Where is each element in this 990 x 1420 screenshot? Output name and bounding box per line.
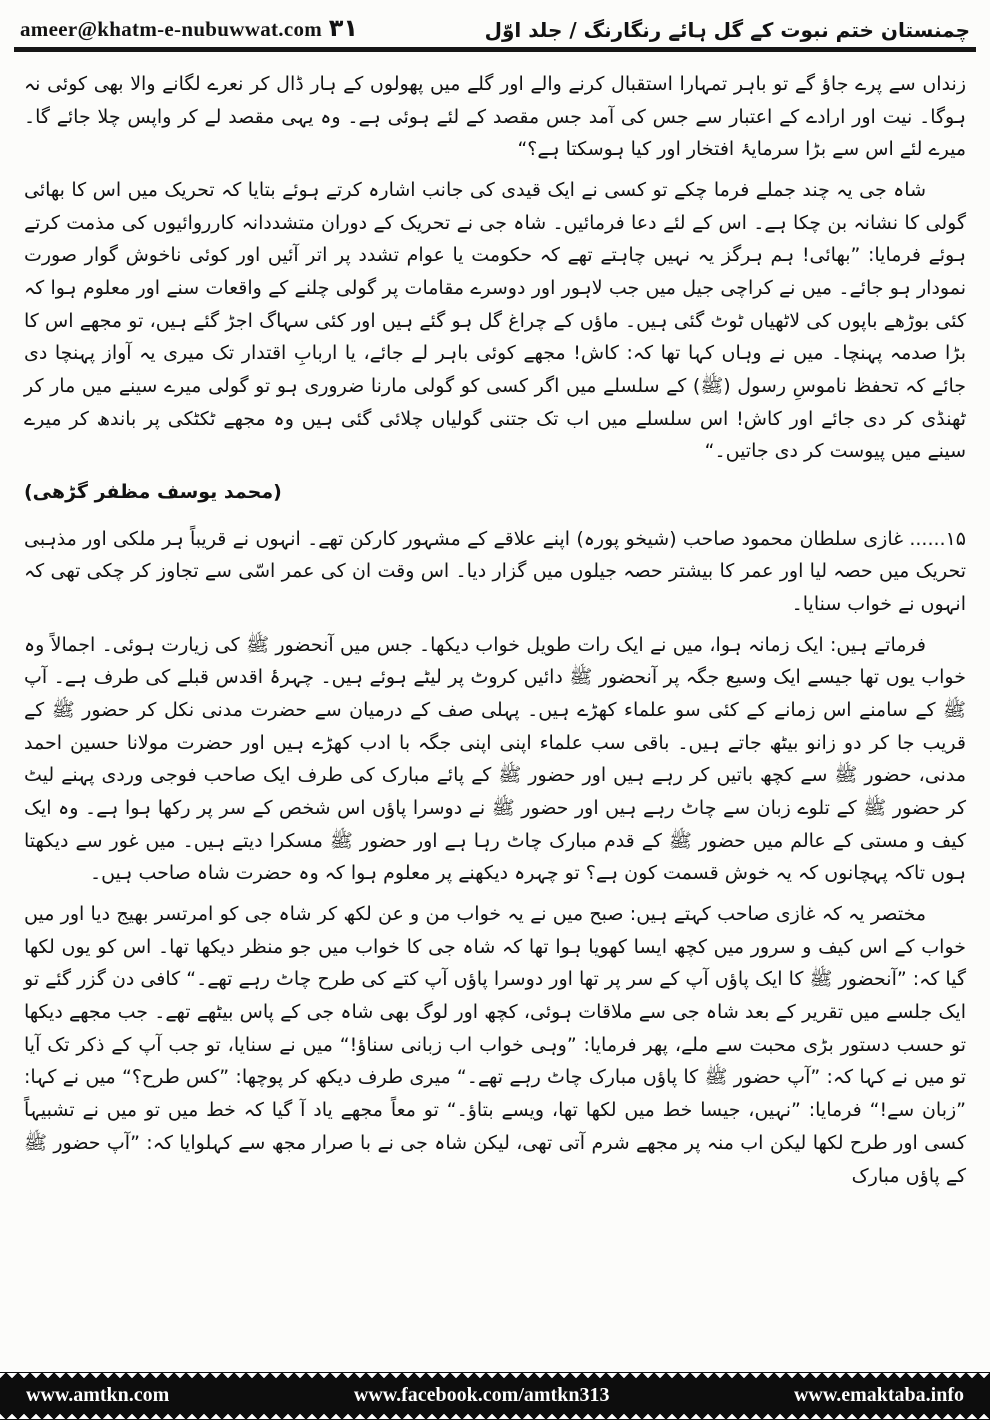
footer-links <box>0 1381 990 1411</box>
footer-link-amtkn: www.amtkn.com <box>26 1384 170 1406</box>
entry-15: ۱۵...... غازی سلطان محمود صاحب (شیخو پورہ) اپنے علاقے کے مشہور کارکن تھے۔ انہوں نے قریباً ہر ملکی اور مذہبی تحریک میں حصہ لیا اور عمر کا بیشتر حصہ جیلوں میں گزار دیا۔ اس وقت ان کی عمر اسّی سے تجاوز کر چکی تھی کہ انہوں نے خواب سنایا۔ <box>24 527 966 616</box>
attribution-line: (محمد یوسف مظفر گڑھی) <box>24 481 282 504</box>
decorative-border-top <box>0 1372 990 1381</box>
header-email: ameer@khatm-e-nubuwwat.com <box>20 17 323 41</box>
book-title: چمنستان ختم نبوت کے گل ہائے رنگارنگ / جلد اوّل <box>484 18 970 42</box>
footer-link-facebook: www.facebook.com/amtkn313 <box>353 1384 610 1406</box>
page-footer <box>0 1372 990 1420</box>
paragraph-dream: فرماتے ہیں: ایک زمانہ ہوا، میں نے ایک رات طویل خواب دیکھا۔ جس میں آنحضور ﷺ کی زیارت ہوئی۔ اجمالاً وہ خواب یوں تھا جیسے ایک وسیع جگہ پر آنحضور ﷺ دائیں کروٹ پر لیٹے ہوئے ہیں۔ چہرۂ اقدس قبلے کی طرف ہے۔ آپ ﷺ کے سامنے اس زمانے کے کئی سو علماء کھڑے ہیں۔ پہلی صف کے درمیان سے حضرت مدنی نکل کر حضور ﷺ کے قریب جا کر دو زانو بیٹھ جاتے ہیں۔ باقی سب علماء اپنی اپنی جگہ با ادب کھڑے ہیں اور حضرت مولانا حسین احمد مدنی، حضور ﷺ سے کچھ باتیں کر رہے ہیں اور حضور ﷺ کے پائے مبارک کی طرف ایک صاحب فوجی وردی پہنے لیٹ کر حضور ﷺ کے تلوے زبان سے چاٹ رہے ہیں اور حضور ﷺ نے دوسرا پاؤں اس شخص کے سر پر رکھا ہوا ہے۔ وہ ایک کیف و مستی کے عالم میں حضور ﷺ کے قدم مبارک چاٹ رہا ہے اور حضور ﷺ مسکرا دیتے ہیں۔ میں غور سے دیکھتا ہوں تاکہ پہچانوں کہ یہ خوش قسمت کون ہے؟ تو چہرہ دیکھنے پر معلوم ہوا کہ وہ حضرت شاہ صاحب ہیں۔ <box>24 633 966 885</box>
paragraph-meeting: مختصر یہ کہ غازی صاحب کہتے ہیں: صبح میں نے یہ خواب من و عن لکھ کر شاہ جی کو امرتسر بھیج دیا اور میں خواب کے اس کیف و سرور میں کچھ ایسا کھویا ہوا تھا کہ شاہ جی کا خواب میں جو منظر دیکھا تھا۔ اس کو یوں لکھا گیا کہ: ”آنحضور ﷺ کا ایک پاؤں آپ کے سر پر تھا اور دوسرا پاؤں آپ کتے کی طرح چاٹ رہے تھے۔“ کافی دن گزر گئے تو ایک جلسے میں تقریر کے بعد شاہ جی سے ملاقات ہوئی، کچھ اور لوگ بھی شاہ جی کے پاس بیٹھے تھے۔ جب مجھے دیکھا تو حسب دستور بڑی محبت سے ملے، پھر فرمایا: ”وہی خواب اب زبانی سناؤ!“ میں نے سنایا، تو جب آپ کے ذکر تک آیا تو میں نے کہا کہ: ”آپ حضور ﷺ کا پاؤں مبارک چاٹ رہے تھے۔“ میری طرف دیکھ کر پوچھا: ”کس طرح؟“ میں نے کہا: ”زبان سے!“ فرمایا: ”نہیں، جیسا خط میں لکھا تھا، ویسے بتاؤ۔“ تو معاً مجھے یاد آ گیا کہ خط میں تو میں نے تشبیہاً کسی اور طرح لکھا لیکن اب منہ پر مجھے شرم آتی تھی، لیکن شاہ جی نے با صرار مجھ سے کہلوایا کہ: ”آپ حضور ﷺ کے پاؤں مبارک <box>24 903 966 1187</box>
paragraph-continuation: زنداں سے پرے جاؤ گے تو باہر تمہارا استقبال کرنے والے اور گلے میں پھولوں کے ہار ڈال کر نعرے لگانے والا بھی کوئی نہ ہوگا۔ نیت اور ارادے کے اعتبار سے جس کی آمد جس مقصد کے لئے ہوئی ہے۔ وہ یہی مقصد لے کر واپس چلا جائے گا۔ میرے لئے اس سے بڑا سرمایۂ افتخار اور کیا ہوسکتا ہے؟“ <box>24 73 966 161</box>
footer-link-emaktaba: www.emaktaba.info <box>793 1384 964 1406</box>
page-number: ۳۱ <box>328 14 358 42</box>
decorative-border-bottom <box>0 1411 990 1420</box>
paragraph-shah-ji-speech: شاہ جی یہ چند جملے فرما چکے تو کسی نے ایک قیدی کی جانب اشارہ کرتے ہوئے بتایا کہ تحریک میں اس کا بھائی گولی کا نشانہ بن چکا ہے۔ اس کے لئے دعا فرمائیں۔ شاہ جی نے تحریک کے دوران متشددانہ کارروائیوں کی مذمت کرتے ہوئے فرمایا: ”بھائی! ہم ہرگز یہ نہیں چاہتے تھے کہ حکومت یا عوام تشدد پر اتر آئیں اور کوئی ناخوش گوار صورت نمودار ہو جائے۔ میں نے کراچی جیل میں جب لاہور اور دوسرے مقامات پر گولی چلنے کے واقعات سنے اور معلوم ہوا کہ کئی بوڑھے باپوں کی لاٹھیاں ٹوٹ گئی ہیں۔ ماؤں کے چراغ گل ہو گئے ہیں اور کئی سہاگ اجڑ گئے ہیں، تو مجھے اس کا بڑا صدمہ پہنچا۔ میں نے وہاں کہا تھا کہ: کاش! مجھے کوئی باہر لے جائے، یا اربابِ اقتدار تک میری یہ آواز پہنچا دی جائے کہ تحفظ ناموسِ رسول (ﷺ) کے سلسلے میں اگر کسی کو گولی مارنا ضروری ہو تو گولی میرے سینے میں مار کر ٹھنڈی کر دی جائے اور کاش! اس سلسلے میں اب تک جتنی گولیاں چلائی گئی ہیں وہ مجھے ٹکٹکی پر باندھ کر میرے سینے میں پیوست کر دی جاتیں۔“ <box>24 179 966 463</box>
page-header <box>0 0 990 44</box>
page-body <box>0 52 990 1372</box>
